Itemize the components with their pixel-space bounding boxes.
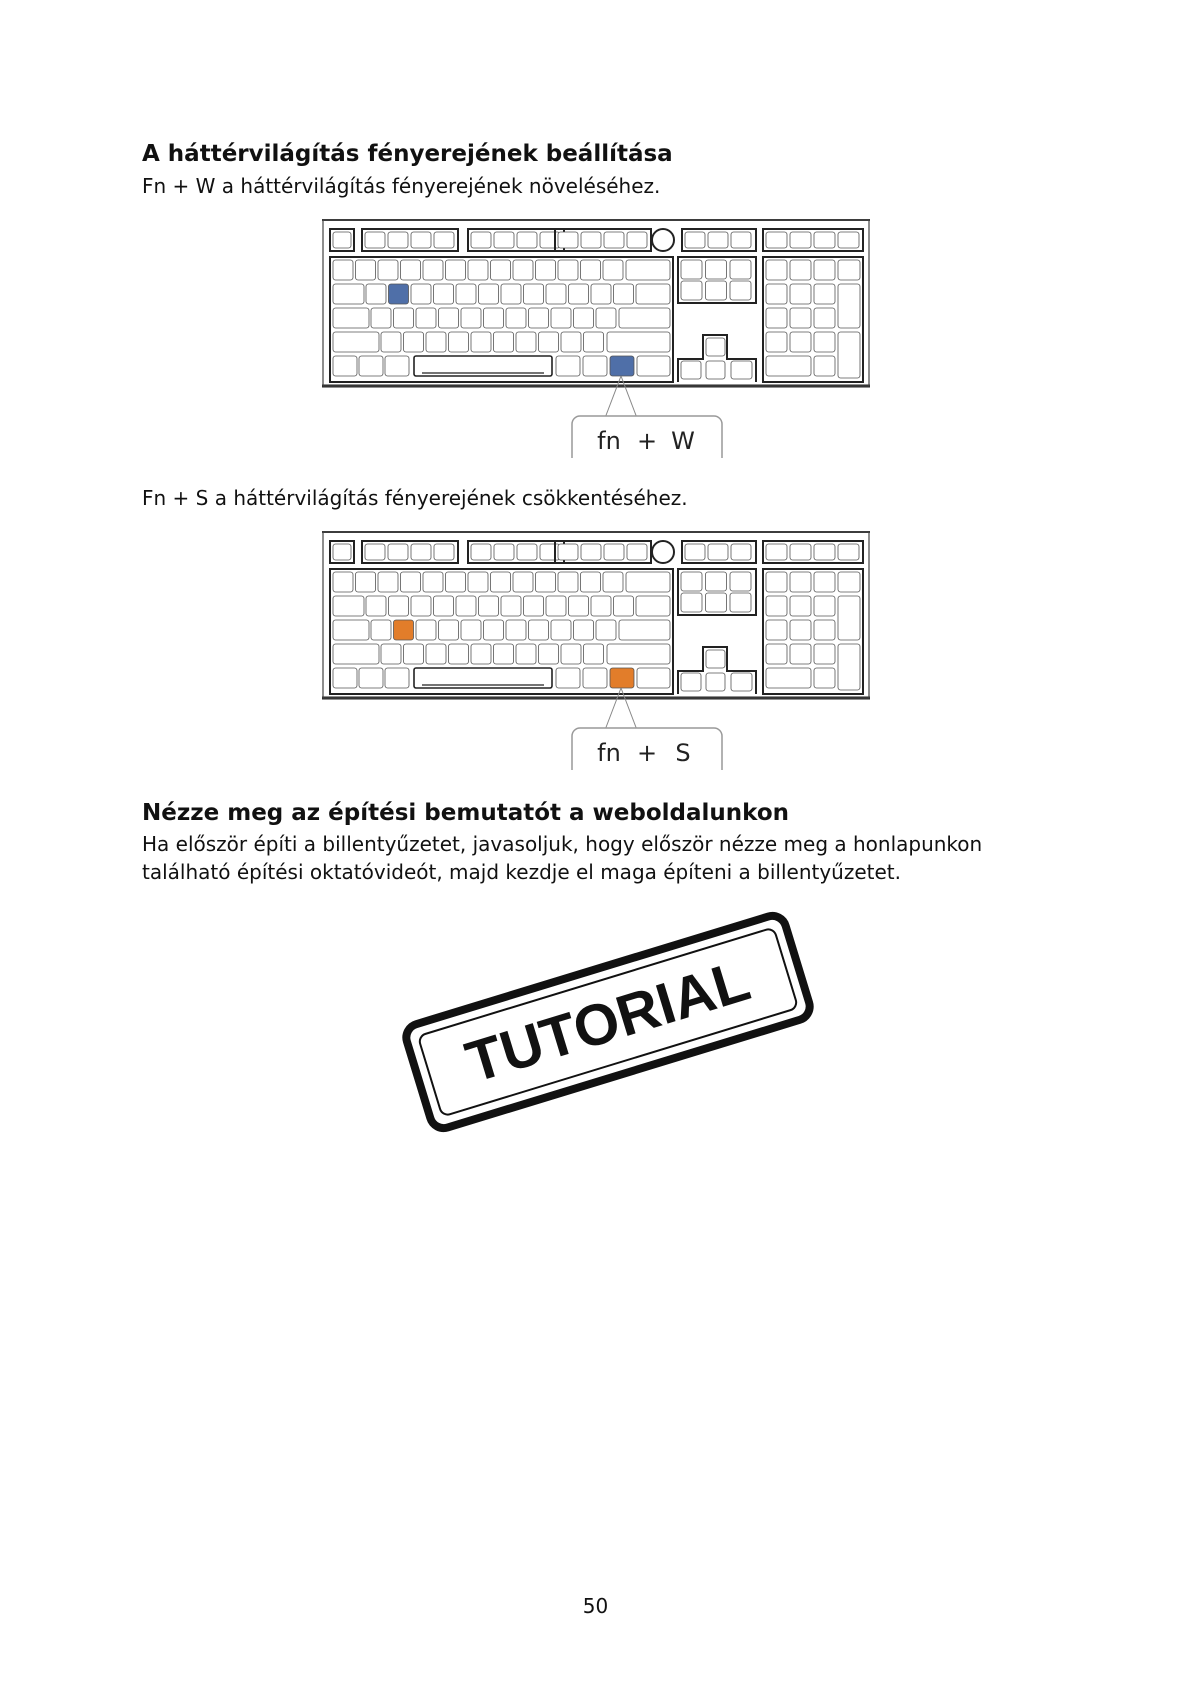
key [766, 668, 811, 688]
key [556, 668, 580, 688]
key [371, 620, 391, 640]
key [389, 284, 409, 304]
key [385, 356, 409, 376]
section-heading-tutorial: Nézze meg az építési bemutatót a weboldalunkon [142, 800, 790, 826]
key [581, 232, 601, 248]
key [551, 620, 571, 640]
key [434, 284, 454, 304]
tutorial-text-line2: található építési oktatóvideót, majd kezdje el maga építeni a billentyűzetet. [142, 860, 902, 884]
key [581, 572, 601, 592]
key [494, 644, 514, 664]
key [730, 281, 751, 300]
key [607, 332, 670, 352]
key [766, 644, 787, 664]
combo-modifier: fn [597, 427, 621, 455]
key [685, 232, 705, 248]
key [446, 260, 466, 280]
key [838, 232, 859, 248]
key [540, 544, 560, 560]
key [790, 644, 811, 664]
key [574, 308, 594, 328]
key [558, 232, 578, 248]
key [333, 232, 351, 248]
key [790, 544, 811, 560]
key [333, 284, 364, 304]
key [359, 668, 383, 688]
key [581, 260, 601, 280]
keyboard-diagram-increase [322, 218, 870, 458]
key [501, 284, 521, 304]
key [558, 572, 578, 592]
key [471, 232, 491, 248]
key [551, 308, 571, 328]
key [561, 644, 581, 664]
key [681, 361, 701, 379]
key [449, 332, 469, 352]
knob [652, 541, 674, 563]
key [494, 232, 514, 248]
key [516, 332, 536, 352]
key [539, 332, 559, 352]
key [790, 620, 811, 640]
combo-modifier: fn [597, 739, 621, 767]
key [814, 544, 835, 560]
key [404, 644, 424, 664]
key [637, 356, 670, 376]
key [491, 572, 511, 592]
key [731, 232, 751, 248]
key [766, 356, 811, 376]
key [681, 673, 701, 691]
key [790, 596, 811, 616]
key [636, 596, 670, 616]
key [385, 668, 409, 688]
key [730, 593, 751, 612]
key [790, 284, 811, 304]
key [814, 644, 835, 664]
keyboard-diagram-decrease [322, 530, 870, 770]
key [766, 596, 787, 616]
key [365, 232, 385, 248]
key [401, 260, 421, 280]
key [411, 544, 431, 560]
key [506, 308, 526, 328]
key [584, 644, 604, 664]
key [491, 260, 511, 280]
key [838, 260, 860, 280]
key [524, 284, 544, 304]
key [814, 356, 835, 376]
key [591, 596, 611, 616]
tutorial-stamp [398, 900, 818, 1140]
key [814, 232, 835, 248]
key [561, 332, 581, 352]
key [814, 620, 835, 640]
key [513, 260, 533, 280]
section-heading-backlight: A háttérvilágítás fényerejének beállítása [142, 141, 673, 167]
key [434, 596, 454, 616]
key [838, 596, 860, 640]
key [333, 356, 357, 376]
key [388, 544, 408, 560]
key [401, 572, 421, 592]
key [814, 260, 835, 280]
key [471, 332, 491, 352]
key [381, 644, 401, 664]
key [838, 544, 859, 560]
key [468, 260, 488, 280]
key [517, 544, 537, 560]
key [685, 544, 705, 560]
key [838, 572, 860, 592]
key [637, 668, 670, 688]
key [569, 596, 589, 616]
key [581, 544, 601, 560]
key [766, 232, 787, 248]
key [610, 356, 634, 376]
key [627, 544, 647, 560]
keyboard-illustration [322, 218, 870, 458]
key [706, 650, 725, 668]
key [604, 232, 624, 248]
key [378, 260, 398, 280]
key [333, 332, 379, 352]
key [731, 361, 752, 379]
key [389, 596, 409, 616]
key [619, 308, 670, 328]
key [790, 308, 811, 328]
key [366, 284, 386, 304]
key [536, 572, 556, 592]
key [790, 332, 811, 352]
key [603, 572, 623, 592]
combo-plus: + [636, 739, 658, 767]
key [766, 544, 787, 560]
key [731, 544, 751, 560]
key [546, 284, 566, 304]
key [619, 620, 670, 640]
key [708, 232, 728, 248]
key [558, 260, 578, 280]
key [456, 596, 476, 616]
key [411, 596, 431, 616]
key [706, 338, 725, 356]
key [540, 232, 560, 248]
key [814, 284, 835, 304]
key [607, 644, 670, 664]
key [484, 620, 504, 640]
key [381, 332, 401, 352]
key [731, 673, 752, 691]
key [446, 572, 466, 592]
key [584, 332, 604, 352]
key [479, 596, 499, 616]
key [681, 281, 702, 300]
key [434, 544, 454, 560]
key [838, 644, 860, 690]
key [838, 332, 860, 378]
key [426, 644, 446, 664]
combo-key: W [671, 427, 695, 455]
tutorial-text-line1: Ha először építi a billentyűzetet, javasoljuk, hogy először nézze meg a honlapunkon [142, 832, 983, 856]
key [790, 232, 811, 248]
key [366, 596, 386, 616]
key [814, 572, 835, 592]
key [603, 260, 623, 280]
key [333, 308, 369, 328]
key [546, 596, 566, 616]
key [365, 544, 385, 560]
key [536, 260, 556, 280]
key [356, 572, 376, 592]
key [411, 232, 431, 248]
knob [652, 229, 674, 251]
key [501, 596, 521, 616]
key [556, 356, 580, 376]
key [404, 332, 424, 352]
key [636, 284, 670, 304]
key [333, 596, 364, 616]
key [479, 284, 499, 304]
key [439, 308, 459, 328]
key [574, 620, 594, 640]
key [626, 572, 670, 592]
key [604, 544, 624, 560]
key [394, 308, 414, 328]
key [416, 308, 436, 328]
instruction-increase: Fn + W a háttérvilágítás fényerejének növeléséhez. [142, 174, 661, 198]
combo-key: S [675, 739, 691, 767]
key [766, 620, 787, 640]
key [388, 232, 408, 248]
key [790, 260, 811, 280]
key [411, 284, 431, 304]
key [614, 596, 634, 616]
key [681, 572, 702, 591]
tutorial-stamp-text: TUTORIAL [458, 947, 758, 1096]
key [681, 593, 702, 612]
key [838, 284, 860, 328]
key [558, 544, 578, 560]
key [766, 572, 787, 592]
key [484, 308, 504, 328]
key [333, 260, 353, 280]
key [706, 361, 725, 379]
key [706, 260, 727, 279]
key [708, 544, 728, 560]
key [333, 620, 369, 640]
key [333, 668, 357, 688]
key [494, 544, 514, 560]
key [610, 668, 634, 688]
key [524, 596, 544, 616]
key [681, 260, 702, 279]
key [766, 260, 787, 280]
key [423, 572, 443, 592]
key [333, 644, 379, 664]
key [583, 356, 607, 376]
key [706, 593, 727, 612]
key [591, 284, 611, 304]
key [814, 596, 835, 616]
keyboard-illustration [322, 530, 870, 770]
key [569, 284, 589, 304]
instruction-decrease: Fn + S a háttérvilágítás fényerejének csökkentéséhez. [142, 486, 688, 510]
key [583, 668, 607, 688]
key [766, 284, 787, 304]
key [471, 544, 491, 560]
key [449, 644, 469, 664]
key [730, 572, 751, 591]
key [356, 260, 376, 280]
key [529, 308, 549, 328]
key [461, 620, 481, 640]
key [371, 308, 391, 328]
key [426, 332, 446, 352]
key [461, 308, 481, 328]
key [627, 232, 647, 248]
key [456, 284, 476, 304]
key [814, 332, 835, 352]
key [790, 572, 811, 592]
key [706, 673, 725, 691]
key [516, 644, 536, 664]
key [766, 308, 787, 328]
key [333, 572, 353, 592]
key [359, 356, 383, 376]
key [626, 260, 670, 280]
key [730, 260, 751, 279]
key [814, 668, 835, 688]
key [814, 308, 835, 328]
key [439, 620, 459, 640]
key [378, 572, 398, 592]
key [596, 620, 616, 640]
key [506, 620, 526, 640]
combo-plus: + [636, 427, 658, 455]
key [394, 620, 414, 640]
key [529, 620, 549, 640]
key [494, 332, 514, 352]
key [468, 572, 488, 592]
key [416, 620, 436, 640]
key [517, 232, 537, 248]
key [513, 572, 533, 592]
key [766, 332, 787, 352]
key [706, 572, 727, 591]
key [614, 284, 634, 304]
key [596, 308, 616, 328]
key [539, 644, 559, 664]
key [423, 260, 443, 280]
key [471, 644, 491, 664]
key [706, 281, 727, 300]
page-number: 50 [582, 1594, 609, 1618]
key [434, 232, 454, 248]
key [333, 544, 351, 560]
